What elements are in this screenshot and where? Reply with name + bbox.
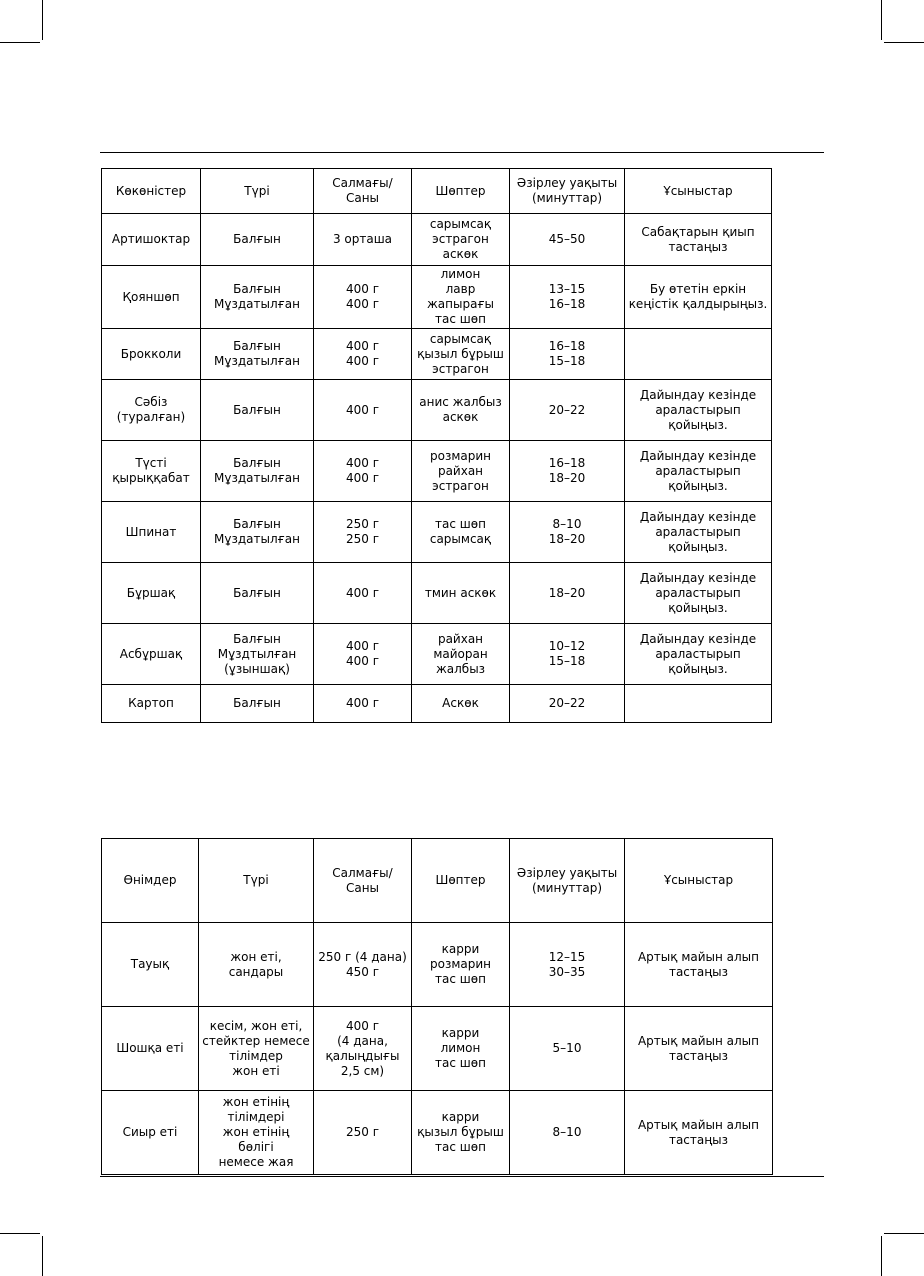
vegetable-name: Артишоктар (102, 214, 201, 266)
col-header: Түрі (201, 169, 314, 214)
col-header: Әзірлеу уақыты (минуттар) (510, 839, 625, 923)
crop-mark (0, 42, 40, 43)
table-row (102, 923, 773, 1007)
vegetable-type: Балғын (201, 685, 314, 723)
vegetable-herbs: лимон лавр жапырағы тас шөп (412, 266, 510, 329)
vegetable-type: Балғын Мұздатылған (201, 329, 314, 380)
product-tips: Артық майын алып тастаңыз (625, 1007, 773, 1091)
col-header: Салмағы/ Саны (314, 169, 412, 214)
vegetable-tips: Дайындау кезінде араластырып қойыңыз. (625, 563, 772, 624)
vegetable-tips: Дайындау кезінде араластырып қойыңыз. (625, 624, 772, 685)
product-tips: Артық майын алып тастаңыз (625, 923, 773, 1007)
vegetable-weight: 250 г 250 г (314, 502, 412, 563)
vegetable-name: Сәбіз (туралған) (102, 380, 201, 441)
crop-mark (42, 1236, 43, 1276)
vegetable-weight: 400 г 400 г (314, 624, 412, 685)
vegetable-type: Балғын Мұздатылған (201, 502, 314, 563)
header-rule (100, 152, 824, 153)
table-row (102, 214, 772, 266)
vegetable-herbs: Аскөк (412, 685, 510, 723)
vegetable-name: Асбұршақ (102, 624, 201, 685)
crop-mark (881, 0, 882, 40)
vegetable-tips (625, 329, 772, 380)
vegetable-name: Картоп (102, 685, 201, 723)
table-row (102, 380, 772, 441)
col-header: Ұсыныстар (625, 169, 772, 214)
vegetable-time: 16–18 18–20 (510, 441, 625, 502)
vegetable-type: Балғын Мұздтылған (ұзыншақ) (201, 624, 314, 685)
table-row (102, 624, 772, 685)
table-row (102, 502, 772, 563)
vegetable-tips: Дайындау кезінде араластырып қойыңыз. (625, 441, 772, 502)
vegetable-type: Балғын (201, 380, 314, 441)
vegetable-type: Балғын Мұздатылған (201, 441, 314, 502)
product-tips: Артық майын алып тастаңыз (625, 1091, 773, 1175)
product-type: жон еті, сандары (199, 923, 314, 1007)
crop-mark (884, 42, 924, 43)
table-row (102, 266, 772, 329)
vegetable-time: 13–15 16–18 (510, 266, 625, 329)
product-weight: 400 г (4 дана, қалыңдығы 2,5 см) (314, 1007, 412, 1091)
vegetables-table (101, 168, 772, 723)
product-herbs: карри лимон тас шөп (412, 1007, 510, 1091)
vegetable-type: Балғын Мұздатылған (201, 266, 314, 329)
vegetable-weight: 400 г (314, 685, 412, 723)
col-header: Өнімдер (102, 839, 199, 923)
table-row (102, 1091, 773, 1175)
product-weight: 250 г (314, 1091, 412, 1175)
product-time: 5–10 (510, 1007, 625, 1091)
product-time: 12–15 30–35 (510, 923, 625, 1007)
footer-rule (100, 1176, 824, 1177)
vegetable-tips: Дайындау кезінде араластырып қойыңыз. (625, 502, 772, 563)
product-herbs: карри қызыл бұрыш тас шөп (412, 1091, 510, 1175)
vegetable-weight: 400 г (314, 380, 412, 441)
vegetable-herbs: розмарин райхан эстрагон (412, 441, 510, 502)
vegetable-time: 18–20 (510, 563, 625, 624)
vegetable-herbs: райхан майоран жалбыз (412, 624, 510, 685)
table-row (102, 441, 772, 502)
vegetable-weight: 400 г (314, 563, 412, 624)
vegetable-tips: Дайындау кезінде араластырып қойыңыз. (625, 380, 772, 441)
col-header: Әзірлеу уақыты (минуттар) (510, 169, 625, 214)
col-header: Ұсыныстар (625, 839, 773, 923)
vegetable-time: 10–12 15–18 (510, 624, 625, 685)
product-herbs: карри розмарин тас шөп (412, 923, 510, 1007)
vegetable-time: 16–18 15–18 (510, 329, 625, 380)
product-type: кесім, жон еті, стейктер немесе тілімдер жон еті (199, 1007, 314, 1091)
col-header: Түрі (199, 839, 314, 923)
vegetable-tips: Бу өтетін еркін кеңістік қалдырыңыз. (625, 266, 772, 329)
vegetable-type: Балғын (201, 214, 314, 266)
vegetable-tips: Сабақтарын қиып тастаңыз (625, 214, 772, 266)
vegetable-weight: 3 орташа (314, 214, 412, 266)
col-header: Салмағы/ Саны (314, 839, 412, 923)
product-name: Сиыр еті (102, 1091, 199, 1175)
table-row (102, 685, 772, 723)
products-table (101, 838, 773, 1175)
crop-mark (42, 0, 43, 40)
product-type: жон етінің тілімдері жон етінің бөлігі немесе жая (199, 1091, 314, 1175)
vegetable-weight: 400 г 400 г (314, 266, 412, 329)
product-name: Тауық (102, 923, 199, 1007)
vegetable-name: Қояншөп (102, 266, 201, 329)
col-header: Көкөністер (102, 169, 201, 214)
col-header: Шөптер (412, 839, 510, 923)
product-time: 8–10 (510, 1091, 625, 1175)
product-weight: 250 г (4 дана) 450 г (314, 923, 412, 1007)
crop-mark (884, 1233, 924, 1234)
vegetable-name: Түсті қырыққабат (102, 441, 201, 502)
vegetable-time: 20–22 (510, 685, 625, 723)
table-row (102, 1007, 773, 1091)
vegetable-name: Шпинат (102, 502, 201, 563)
vegetable-herbs: тмин аскөк (412, 563, 510, 624)
vegetable-time: 45–50 (510, 214, 625, 266)
vegetable-herbs: сарымсақ эстрагон аскөк (412, 214, 510, 266)
col-header: Шөптер (412, 169, 510, 214)
table-row (102, 563, 772, 624)
table-header-row (102, 169, 772, 214)
product-name: Шошқа еті (102, 1007, 199, 1091)
vegetable-time: 20–22 (510, 380, 625, 441)
vegetable-name: Бұршақ (102, 563, 201, 624)
crop-mark (0, 1233, 40, 1234)
vegetable-time: 8–10 18–20 (510, 502, 625, 563)
vegetable-name: Брокколи (102, 329, 201, 380)
vegetable-herbs: сарымсақ қызыл бұрыш эстрагон (412, 329, 510, 380)
vegetable-type: Балғын (201, 563, 314, 624)
vegetable-herbs: тас шөп сарымсақ (412, 502, 510, 563)
vegetable-herbs: анис жалбыз аскөк (412, 380, 510, 441)
vegetable-tips (625, 685, 772, 723)
vegetable-weight: 400 г 400 г (314, 441, 412, 502)
crop-mark (881, 1236, 882, 1276)
table-row (102, 329, 772, 380)
table-header-row (102, 839, 773, 923)
vegetable-weight: 400 г 400 г (314, 329, 412, 380)
